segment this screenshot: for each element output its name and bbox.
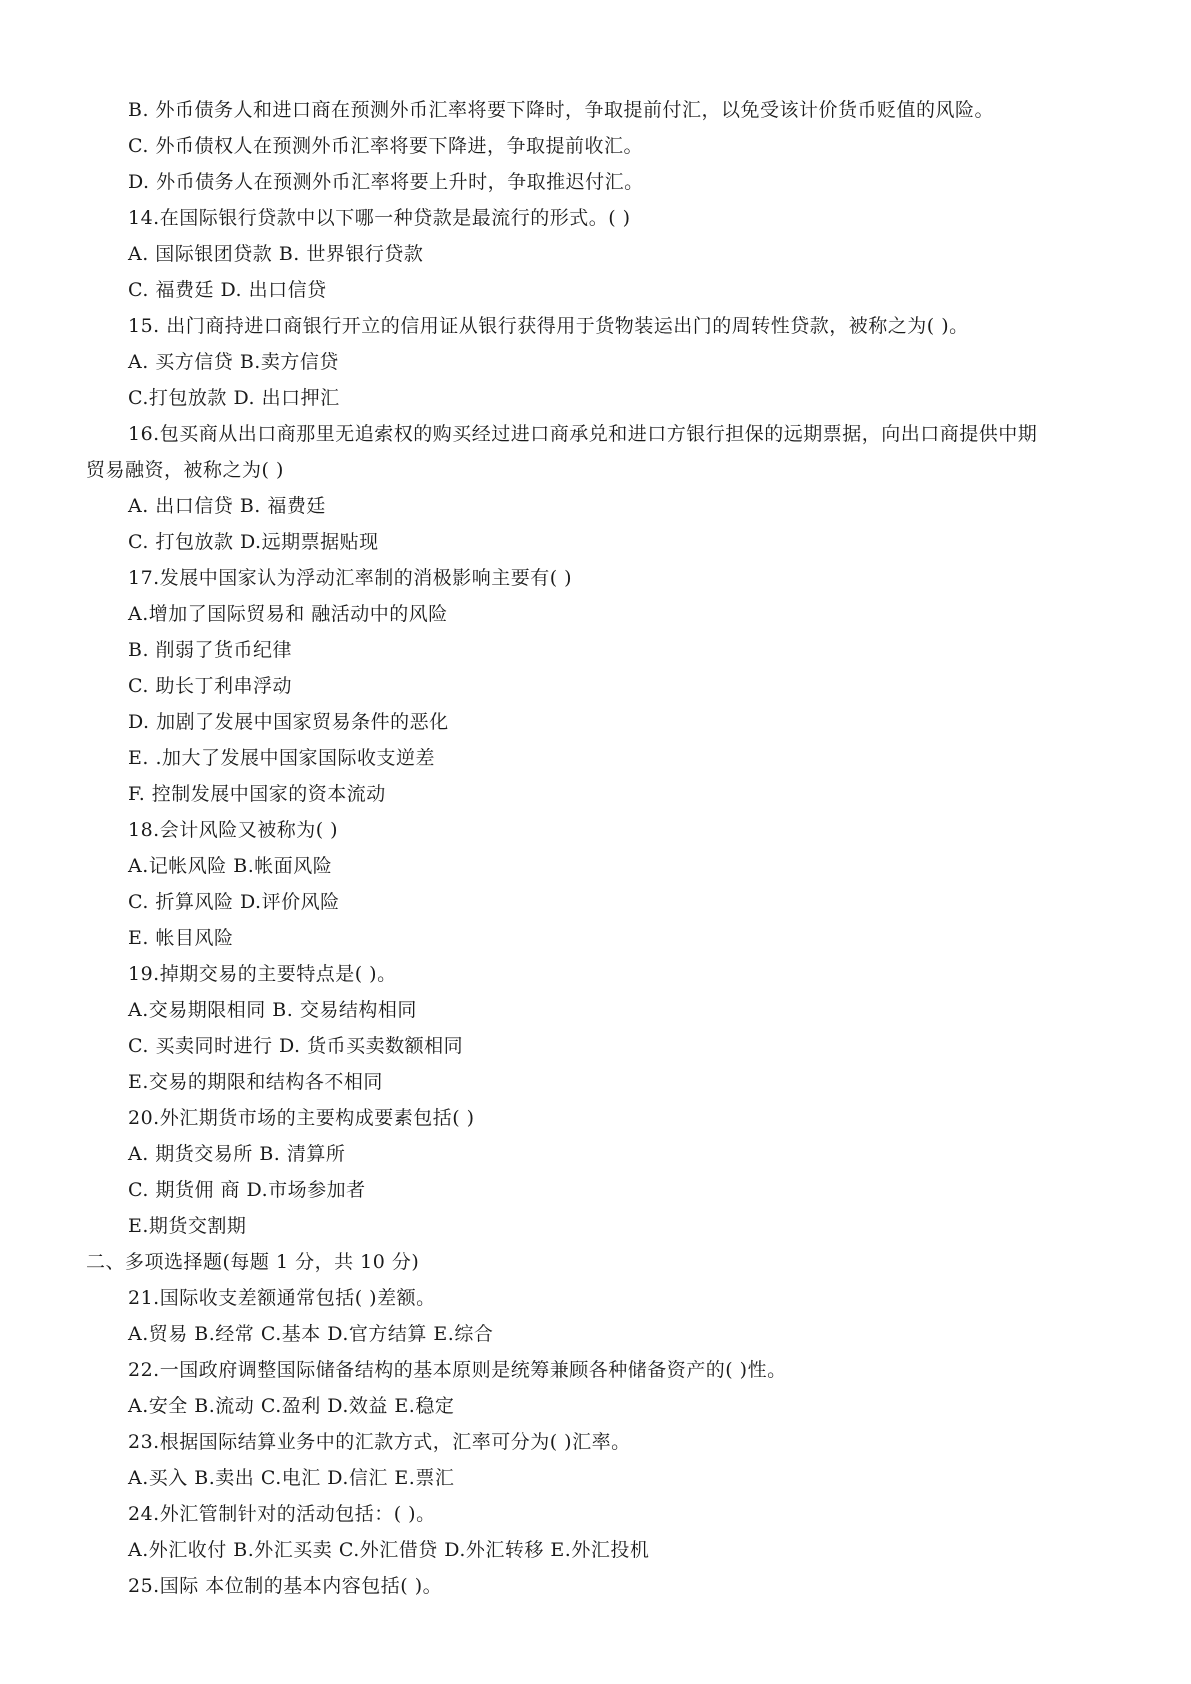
- text-line: C. 买卖同时进行 D. 货币买卖数额相同: [128, 1035, 464, 1057]
- text-line: C. 打包放款 D.远期票据贴现: [128, 531, 379, 553]
- text-line: A.增加了国际贸易和 融活动中的风险: [128, 603, 448, 625]
- text-line: A.安全 B.流动 C.盈利 D.效益 E.稳定: [128, 1395, 455, 1417]
- text-line: 二、多项选择题(每题 1 分，共 10 分): [86, 1251, 420, 1273]
- text-line: A.记帐风险 B.帐面风险: [128, 855, 333, 877]
- text-line: B. 外币债务人和进口商在预测外币汇率将要下降时，争取提前付汇，以免受该计价货币贬值的风险。: [128, 99, 995, 121]
- text-line: C. 福费廷 D. 出口信贷: [128, 279, 327, 301]
- text-line: 15. 出门商持进口商银行开立的信用证从银行获得用于货物装运出门的周转性贷款，被称之为( )。: [128, 315, 969, 337]
- text-line: 14.在国际银行贷款中以下哪一种贷款是最流行的形式。( ): [128, 207, 631, 229]
- text-line: A.贸易 B.经常 C.基本 D.官方结算 E.综合: [128, 1323, 494, 1345]
- text-line: E.期货交割期: [128, 1215, 247, 1237]
- text-line: 22.一国政府调整国际储备结构的基本原则是统筹兼顾各种储备资产的( )性。: [128, 1359, 787, 1381]
- text-line: C. 期货佣 商 D.市场参加者: [128, 1179, 366, 1201]
- text-line: A.买入 B.卖出 C.电汇 D.信汇 E.票汇: [128, 1467, 455, 1489]
- text-line: E. 帐目风险: [128, 927, 234, 949]
- text-line: 21.国际收支差额通常包括( )差额。: [128, 1287, 436, 1309]
- text-line: 贸易融资，被称之为( ): [86, 459, 284, 481]
- text-line: A. 买方信贷 B.卖方信贷: [128, 351, 339, 373]
- text-line: C. 外币债权人在预测外币汇率将要下降进，争取提前收汇。: [128, 135, 643, 157]
- text-line: C. 助长丁利串浮动: [128, 675, 292, 697]
- text-line: C. 折算风险 D.评价风险: [128, 891, 340, 913]
- text-line: E.交易的期限和结构各不相同: [128, 1071, 383, 1093]
- text-line: A.交易期限相同 B. 交易结构相同: [128, 999, 417, 1021]
- text-line: 25.国际 本位制的基本内容包括( )。: [128, 1575, 443, 1597]
- text-line: B. 削弱了货币纪律: [128, 639, 293, 661]
- text-line: 17.发展中国家认为浮动汇率制的消极影响主要有( ): [128, 567, 573, 589]
- text-line: 16.包买商从出口商那里无追索权的购买经过进口商承兑和进口方银行担保的远期票据，向出口商提供中期: [128, 423, 1038, 445]
- text-line: C.打包放款 D. 出口押汇: [128, 387, 340, 409]
- document-body: [86, 92, 1116, 1604]
- text-line: E. .加大了发展中国家国际收支逆差: [128, 747, 435, 769]
- text-line: 23.根据国际结算业务中的汇款方式，汇率可分为( )汇率。: [128, 1431, 631, 1453]
- text-line: A.外汇收付 B.外汇买卖 C.外汇借贷 D.外汇转移 E.外汇投机: [128, 1539, 650, 1561]
- text-line: A. 出口信贷 B. 福费廷: [128, 495, 326, 517]
- text-line: D. 外币债务人在预测外币汇率将要上升时，争取推迟付汇。: [128, 171, 644, 193]
- text-line: A. 国际银团贷款 B. 世界银行贷款: [128, 243, 424, 265]
- text-line: 19.掉期交易的主要特点是( )。: [128, 963, 397, 985]
- text-line: F. 控制发展中国家的资本流动: [128, 783, 386, 805]
- text-line: 24.外汇管制针对的活动包括：( )。: [128, 1503, 436, 1525]
- text-line: A. 期货交易所 B. 清算所: [128, 1143, 346, 1165]
- text-line: 20.外汇期货市场的主要构成要素包括( ): [128, 1107, 475, 1129]
- text-line: D. 加剧了发展中国家贸易条件的恶化: [128, 711, 449, 733]
- text-line: 18.会计风险又被称为( ): [128, 819, 339, 841]
